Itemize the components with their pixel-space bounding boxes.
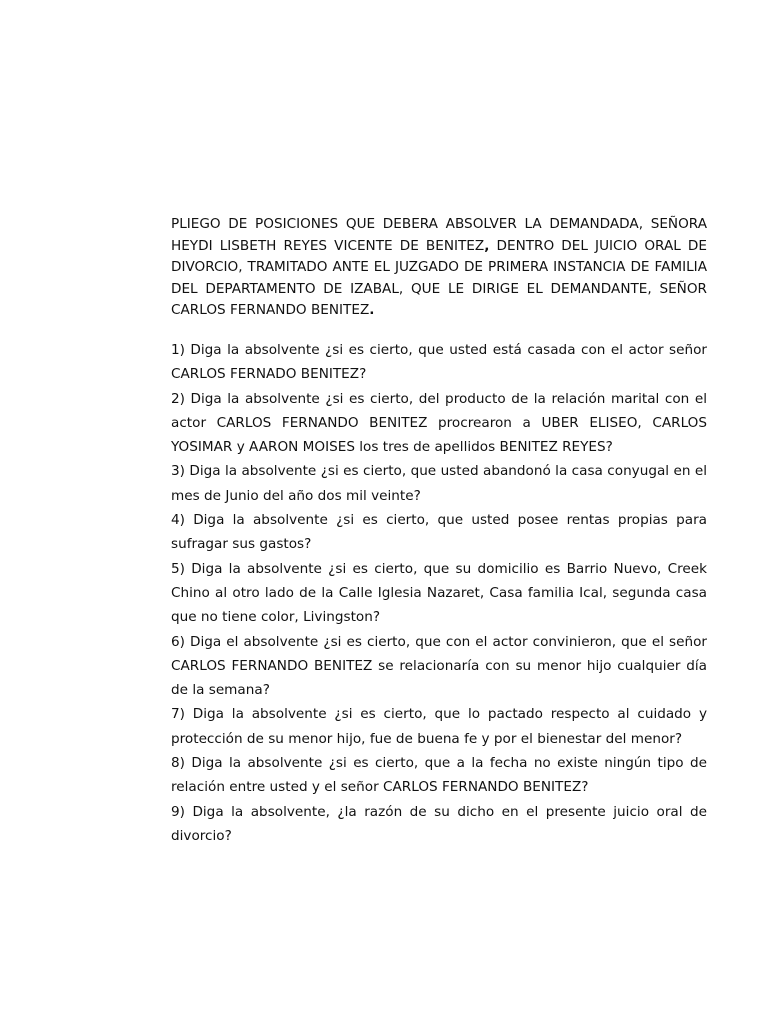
question-5: 5) Diga la absolvente ¿si es cierto, que su domicilio es Barrio Nuevo, Creek Chino al otro lado de la Calle Iglesia Nazaret, Casa familia Ical, segunda casa que no tiene color, Livingston? — [171, 560, 707, 626]
question-9: 9) Diga la absolvente, ¿la razón de su dicho en el presente juicio oral de divorcio? — [171, 803, 707, 844]
heading-text-part1: PLIEGO DE POSICIONES QUE DEBERA ABSOLVER LA DEMANDADA, SEÑORA HEYDI LISBETH REYES VICENTE DE BENITEZ — [171, 216, 707, 254]
question-8: 8) Diga la absolvente ¿si es cierto, que a la fecha no existe ningún tipo de relación entre usted y el señor CARLOS FERNANDO BENITEZ? — [171, 755, 707, 796]
question-4: 4) Diga la absolvente ¿si es cierto, que usted posee rentas propias para sufragar sus gastos? — [171, 512, 707, 553]
question-1: 1) Diga la absolvente ¿si es cierto, que usted está casada con el actor señor CARLOS FERNADO BENITEZ? — [171, 341, 707, 383]
document-heading — [171, 214, 707, 322]
heading-period: . — [369, 302, 375, 319]
question-2: 2) Diga la absolvente ¿si es cierto, del producto de la relación marital con el actor CARLOS FERNANDO BENITEZ procrearon a UBER ELISEO, CARLOS YOSIMAR y AARON MOISES los tres de apellidos BENITEZ REYES? — [171, 390, 707, 456]
question-6: 6) Diga el absolvente ¿si es cierto, que con el actor convinieron, que el señor CARLOS FERNANDO BENITEZ se relacionaría con su menor hijo cualquier día de la semana? — [171, 633, 707, 699]
question-7: 7) Diga la absolvente ¿si es cierto, que lo pactado respecto al cuidado y protección de su menor hijo, fue de buena fe y por el bienestar del menor? — [171, 706, 707, 747]
document-body — [171, 214, 707, 848]
heading-text-part2: DENTRO DEL JUICIO ORAL DE DIVORCIO, TRAMITADO ANTE EL JUZGADO DE PRIMERA INSTANCIA DE FAMILIA DEL DEPARTAMENTO DE IZABAL, QUE LE DIRIGE EL DEMANDANTE, SEÑOR CARLOS FERNANDO BENITEZ — [171, 237, 707, 319]
question-3: 3) Diga la absolvente ¿si es cierto, que usted abandonó la casa conyugal en el mes de Junio del año dos mil veinte? — [171, 463, 707, 504]
heading-comma: , — [484, 237, 490, 254]
